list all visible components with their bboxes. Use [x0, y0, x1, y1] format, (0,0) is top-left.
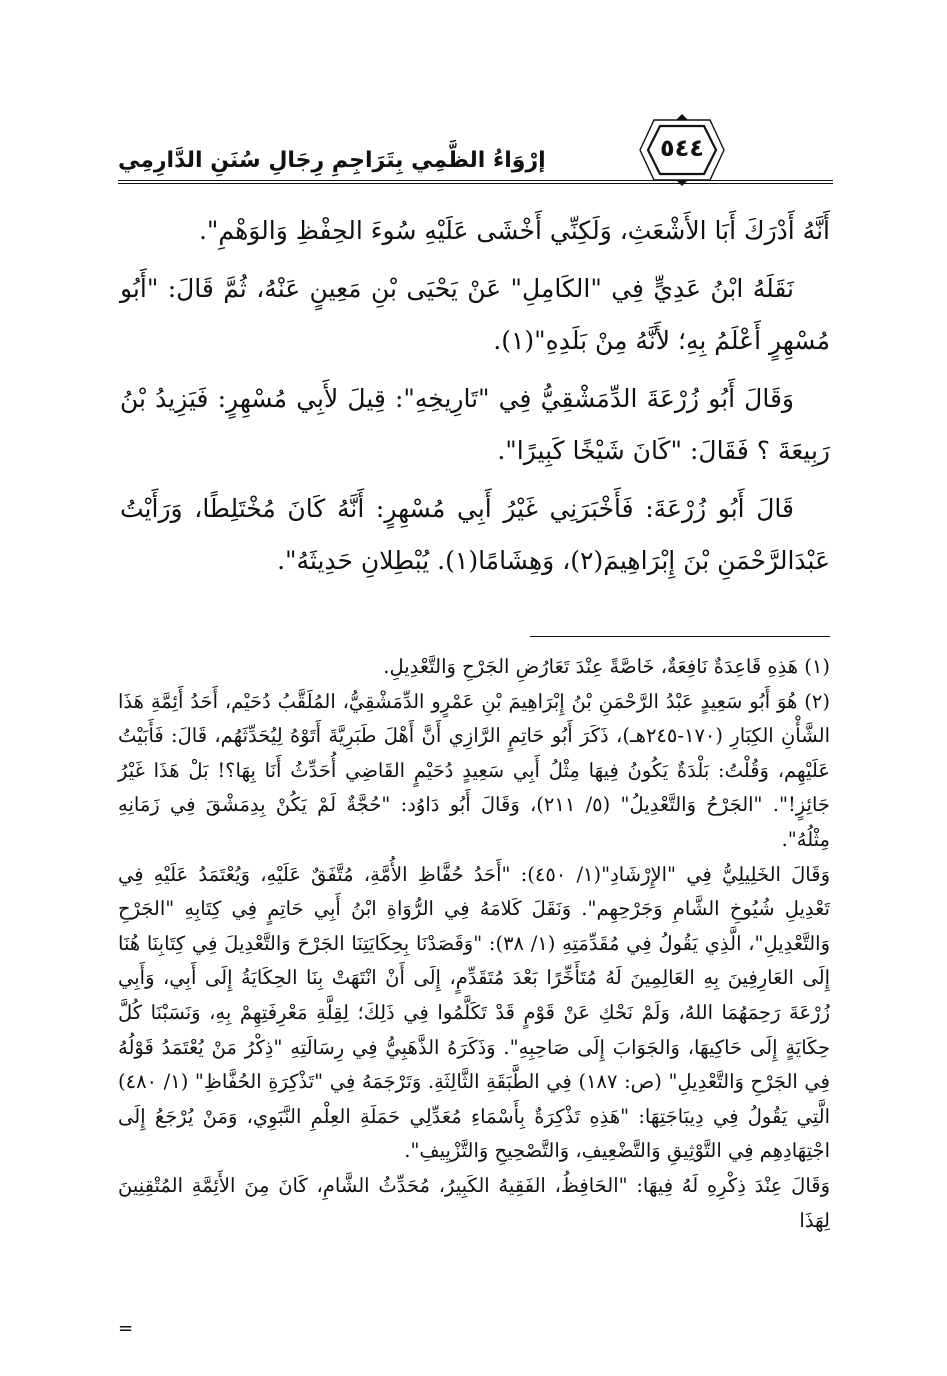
footnote-text: وَقَالَ عِنْدَ ذِكْرِهِ لَهُ فِيهَا: "الحَافِظُ، الفَقِيهُ الكَبِيرُ، مُحَدِّثُ الشَّامِ، كَانَ مِنَ الأَئِمَّةِ المُتْقِنِينَ لِهَذَا	[118, 1173, 830, 1232]
continuation-mark: =	[118, 1318, 134, 1339]
paragraph: نَقَلَهُ ابْنُ عَدِيٍّ فِي "الكَامِلِ" عَنْ يَحْيَى بْنِ مَعِينٍ عَنْهُ، ثُمَّ قَالَ: "أَبُو مُسْهِرٍ أَعْلَمُ بِهِ؛ لأَنَّهُ مِنْ بَلَدِهِ"(١).	[120, 274, 830, 355]
footnote-text: وَقَالَ الخَلِيلِيُّ فِي "الإِرْشَادِ"(١/ ٤٥٠): "أَحَدُ حُفَّاظِ الأُمَّةِ، مُتَّفَقٌ عَلَيْهِ، وَيُعْتَمَدُ عَلَيْهِ فِي تَعْدِيلِ شُيُوخِ الشَّامِ وَجَرْحِهِم". وَنَقَلَ كَلامَهُ فِي الرُّوَاةِ ابْنُ أَبِي حَاتِمٍ فِي كِتَابِهِ "الجَرْحِ وَالتَّعْدِيلِ"، الَّذِي يَقُولُ فِي مُقَدِّمَتِهِ (١/ ٣٨): "وَقَصَدْنَا بِحِكَايَتِنَا الجَرْحَ وَالتَّعْدِيلَ فِي كِتَابِنَا هُنَا إِلَى العَارِفِينَ بِهِ العَالِمِينَ لَهُ مُتَأَخِّرًا بَعْدَ مُتَقَدِّمٍ، إِلَى أَنْ انْتَهَتْ بِنَا الحِكَايَةُ إِلَى أَبِي، وَأَبِي زُرْعَةَ رَحِمَهُمَا اللهُ، وَلَمْ نَحْكِ عَنْ قَوْمٍ قَدْ تَكَلَّمُوا فِي ذَلِكَ؛ لِقِلَّةِ مَعْرِفَتِهِمْ بِهِ، وَنَسَبْنَا كُلَّ حِكَايَةٍ إِلَى حَاكِيهَا، وَالجَوَابَ إِلَى صَاحِبِهِ". وَذَكَرَهُ الذَّهَبِيُّ فِي رِسَالَتِهِ "ذِكْرُ مَنْ يُعْتَمَدُ قَوْلُهُ فِي الجَرْحِ وَالتَّعْدِيلِ" (ص: ١٨٧) فِي الطَّبَقَةِ الثَّالِثَةِ. وَتَرْجَمَهُ فِي "تَذْكِرَةِ الحُفَّاظِ" (١/ ٤٨٠) الَّتِي يَقُولُ فِي دِيبَاجَتِهَا: "هَذِهِ تَذْكِرَةٌ بِأَسْمَاءِ مُعَدِّلِي حَمَلَةِ العِلْمِ النَّبَوِي، وَمَنْ يُرْجَعُ إِلَى اجْتِهَادِهِم فِي التَّوْثِيقِ وَالتَّضْعِيفِ، وَالتَّصْحِيحِ وَالتَّزْيِيفِ".	[118, 862, 830, 1163]
footnote-continuation	[118, 858, 830, 1169]
footnote-number: (١)	[804, 655, 830, 678]
footnote-text: هَذِهِ قَاعِدَةٌ نَافِعَةٌ، خَاصَّةً عِنْدَ تَعَارُضِ الجَرْحِ وَالتَّعْدِيلِ.	[383, 655, 799, 678]
header-divider	[118, 180, 833, 184]
paragraph: قَالَ أَبُو زُرْعَةَ: فَأَخْبَرَنِي غَيْرُ أَبِي مُسْهِرٍ: أَنَّهُ كَانَ مُخْتَلِطًا، وَرَأَيْتُ عَبْدَالرَّحْمَنِ بْنَ إِبْرَاهِيمَ(٢)، وَهِشَامًا(١). يُبْطِلانِ حَدِيثَهُ".	[120, 494, 830, 575]
main-text	[120, 205, 830, 587]
footnote-continuation	[118, 1169, 830, 1238]
footnote	[118, 650, 830, 685]
footnote-number: (٢)	[804, 689, 830, 713]
paragraph: وَقَالَ أَبُو زُرْعَةَ الدِّمَشْقِيُّ فِي "تَارِيخِهِ": قِيلَ لأَبِي مُسْهِرٍ: فَيَزِيدُ بْنُ رَبِيعَةَ ؟ فَقَالَ: "كَانَ شَيْخًا كَبِيرًا".	[120, 384, 830, 465]
paragraph: أَنَّهُ أَدْرَكَ أَبَا الأَشْعَثِ، وَلَكِنِّي أَخْشَى عَلَيْهِ سُوءَ الحِفْظِ وَالوَهْمِ".	[198, 216, 830, 245]
footnote-divider	[530, 636, 830, 637]
page-number-badge	[634, 114, 730, 186]
page-header	[118, 112, 833, 190]
footnotes	[118, 650, 830, 1238]
footnote-text: هُوَ أَبُو سَعِيدٍ عَبْدُ الرَّحْمَنِ بْنُ إِبْرَاهِيمَ بْنِ عَمْرٍو الدِّمَشْقِيُّ، المُلَقَّبُ دُحَيْم، أَحَدُ أَئِمَّةِ هَذَا الشَّأْنِ الكِبَارِ (١٧٠-٢٤٥هـ)، ذَكَرَ أَبُو حَاتِمٍ الرَّازِي أَنَّ أَهْلَ طَبَرِيَّةَ أَتَوْهُ لِيُحَدِّثَهُم، قَالَ: فَأَبَيْتُ عَلَيْهِم، وَقُلْتُ: بَلْدَةٌ يَكُونُ فِيهَا مِثْلُ أَبِي سَعِيدٍ دُحَيْمٍ القَاضِي أُحَدِّثُ أَنَا بِهَا؟! بَلْ هَذَا غَيْرُ جَائِزٍ!". "الجَرْحُ وَالتَّعْدِيلُ" (٥/ ٢١١)، وَقَالَ أَبُو دَاوُد: "حُجَّةٌ لَمْ يَكُنْ بِدِمَشْقَ فِي زَمَانِهِ مِثْلُهُ".	[118, 689, 830, 851]
footnote	[118, 685, 830, 858]
running-title: إرْوَاءُ الظَّمِي بِتَرَاجِمِ رِجَالِ سُنَنِ الدَّارِمِي	[118, 148, 546, 173]
page-number: ٥٤٤	[660, 134, 704, 162]
